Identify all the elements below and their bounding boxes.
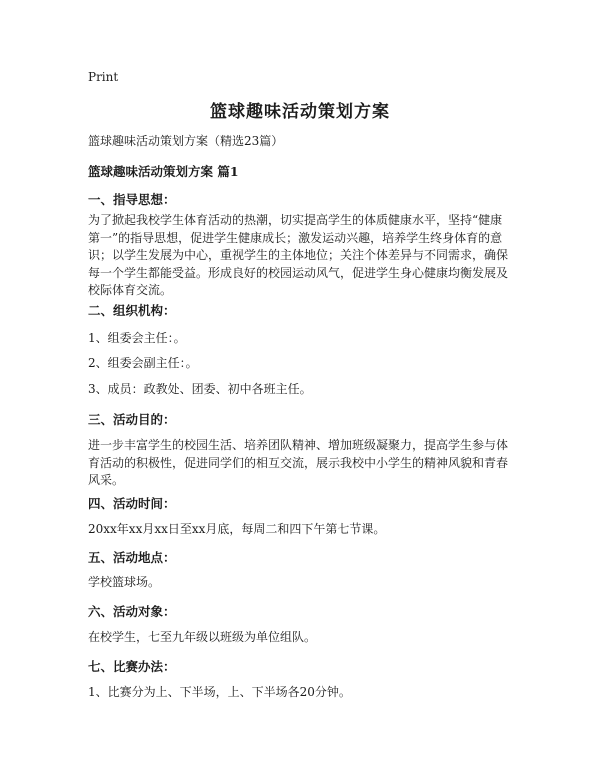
list-item-vice-chairman: 2、组委会副主任：。 <box>88 356 198 370</box>
list-item-members: 3、成员：政教处、团委、初中各班主任。 <box>88 382 312 396</box>
heading-guiding-ideology: 一、指导思想： <box>88 192 176 207</box>
paragraph-purpose: 进一步丰富学生的校园生活、培养团队精神、增加班级凝聚力，提高学生参与体育活动的积极性，促进同学们的相互交流，展示我校中小学生的精神风貌和青春风采。 <box>88 438 509 487</box>
paragraph-time: 20xx年xx月xx日至xx月底，每周二和四下午第七节课。 <box>88 522 386 536</box>
list-item-chairman: 1、组委会主任：。 <box>88 331 186 345</box>
article-heading: 篮球趣味活动策划方案 篇1 <box>88 164 239 179</box>
paragraph-guiding-ideology: 为了掀起我校学生体育活动的热潮，切实提高学生的体质健康水平，坚持“健康第一”的指导思想，促进学生健康成长；激发运动兴趣，培养学生终身体育的意识；以学生发展为中心，重视学生的主体地位；关注个体差异与不同需求，确保每一个学生都能受益。形成良好的校园运动风气，促进学生身心健康均衡发展及校际体育交流。 <box>88 213 509 297</box>
print-link[interactable]: Print <box>88 70 119 84</box>
heading-purpose: 三、活动目的： <box>88 412 176 427</box>
heading-competition-rules: 七、比赛办法： <box>88 659 176 674</box>
heading-time: 四、活动时间： <box>88 496 176 511</box>
heading-participants: 六、活动对象： <box>88 604 176 619</box>
heading-location: 五、活动地点： <box>88 550 176 565</box>
paragraph-participants: 在校学生，七至九年级以班级为单位组队。 <box>88 630 317 644</box>
list-item-match-halves: 1、比赛分为上、下半场，上、下半场各20分钟。 <box>88 685 351 699</box>
paragraph-location: 学校篮球场。 <box>88 575 161 589</box>
document-subtitle: 篮球趣味活动策划方案（精选23篇） <box>88 134 284 148</box>
document-title: 篮球趣味活动策划方案 <box>210 102 390 122</box>
heading-organization: 二、组织机构： <box>88 303 176 318</box>
